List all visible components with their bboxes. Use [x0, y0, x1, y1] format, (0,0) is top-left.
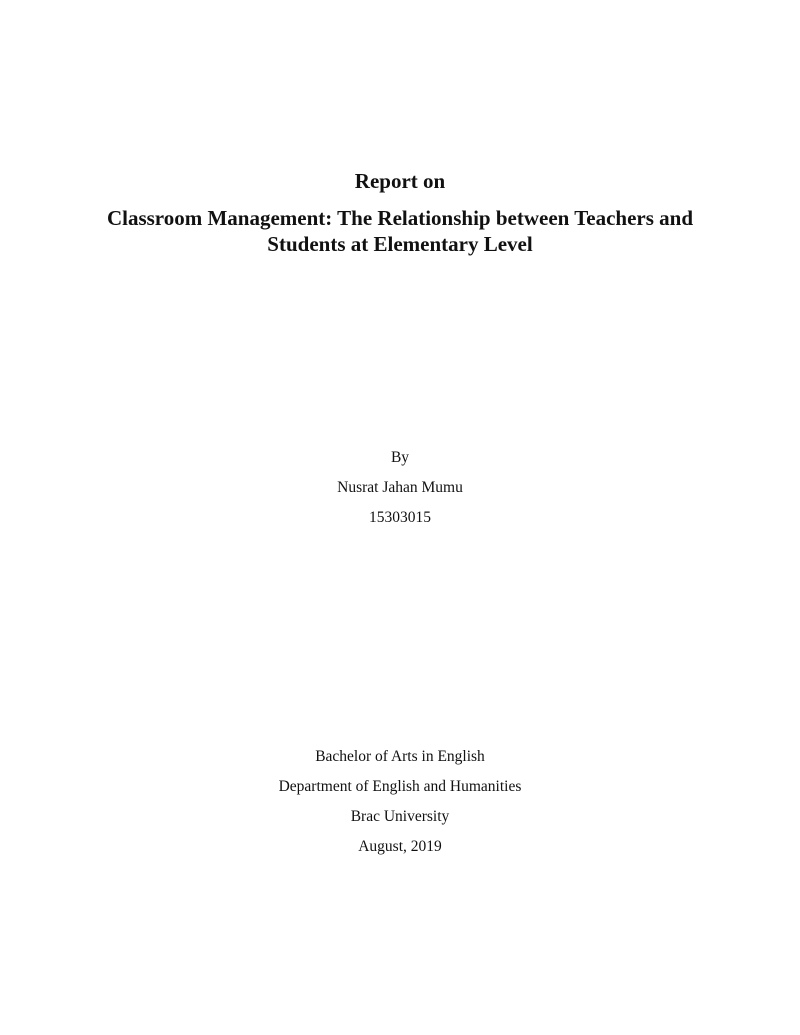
- report-title-line-1: Classroom Management: The Relationship between Teachers and: [106, 206, 694, 230]
- department-name: Department of English and Humanities: [278, 778, 522, 795]
- student-id: 15303015: [369, 509, 431, 526]
- report-heading: Report on: [354, 169, 446, 193]
- degree-name: Bachelor of Arts in English: [315, 748, 485, 765]
- report-title-line-2: Students at Elementary Level: [267, 232, 533, 256]
- by-label: By: [390, 449, 410, 466]
- submission-date: August, 2019: [358, 838, 442, 855]
- author-name: Nusrat Jahan Mumu: [337, 479, 463, 496]
- university-name: Brac University: [350, 808, 450, 825]
